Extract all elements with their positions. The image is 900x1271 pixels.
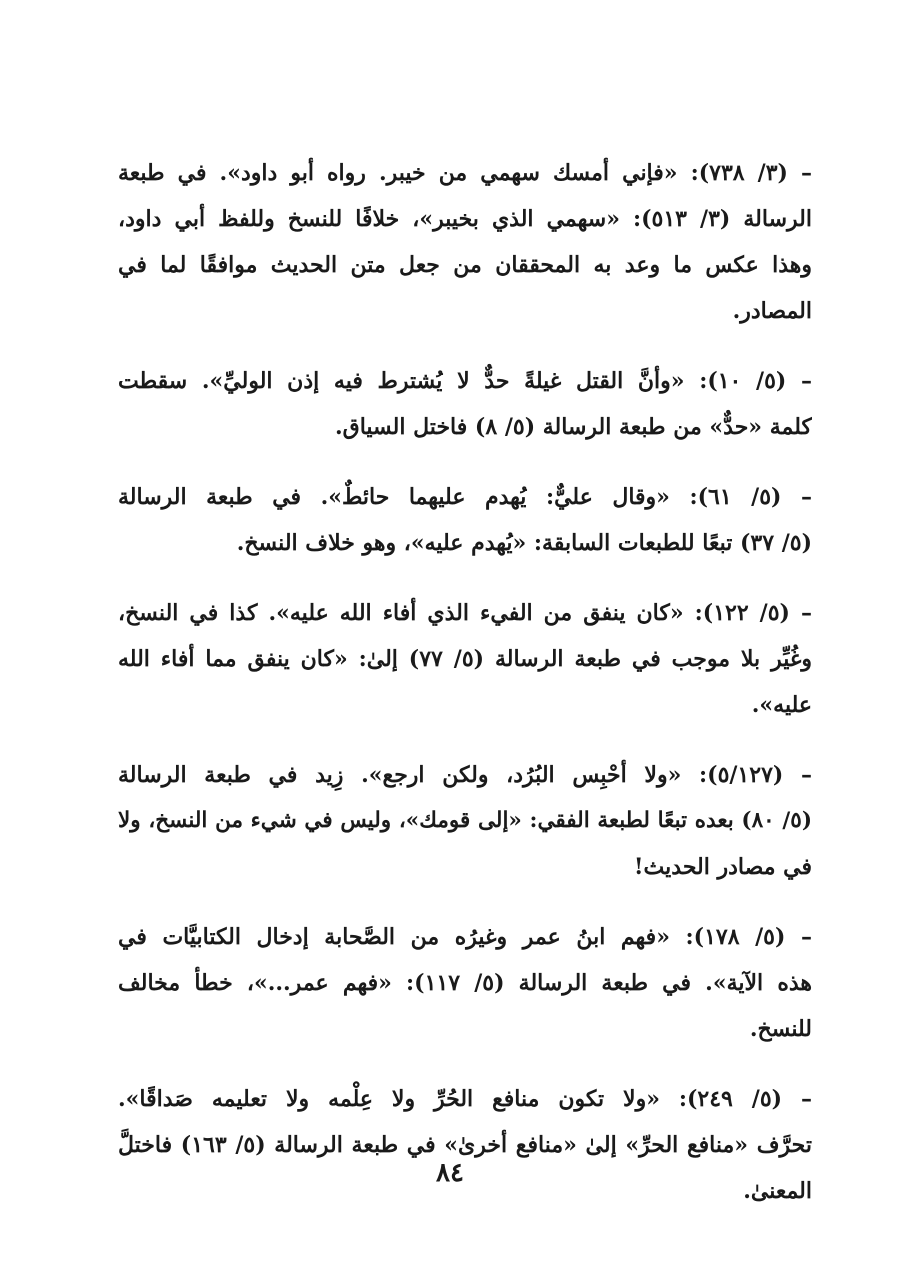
entry-line: – (٥/ ٢٤٩): «ولا تكون منافع الحُرِّ ولا عِلْمه ولا تعليمه صَداقًا». bbox=[118, 1086, 812, 1112]
entry-7 bbox=[118, 1076, 812, 1214]
entry-line: – (٥/ ٦١): «وقال عليٌّ: يُهدم عليهما حائطٌ». في طبعة الرسالة bbox=[118, 484, 812, 510]
entry-line: – (٥/ ١٢٢): «كان ينفق من الفيء الذي أفاء الله عليه». كذا في النسخ، bbox=[118, 600, 812, 626]
entry-line: عليه». bbox=[751, 692, 812, 718]
entry-6 bbox=[118, 914, 812, 1052]
entry-line: (٥/ ٣٧) تبعًا للطبعات السابقة: «يُهدم عليه»، وهو خلاف النسخ. bbox=[236, 530, 812, 556]
entry-line: (٥/ ٨٠) بعده تبعًا لطبعة الفقي: «إلى قومك»، وليس في شيء من النسخ، ولا bbox=[118, 808, 812, 833]
entry-line: – (٥/١٢٧): «ولا أحْبِس البُرُد، ولكن ارجع». زِيد في طبعة الرسالة bbox=[118, 762, 812, 788]
entry-3 bbox=[118, 474, 812, 566]
entry-line: وغُيِّر بلا موجب في طبعة الرسالة (٥/ ٧٧) إلىٰ: «كان ينفق مما أفاء الله bbox=[118, 646, 812, 672]
entry-line: الرسالة (٣/ ٥١٣): «سهمي الذي بخيبر»، خلافًا للنسخ وللفظ أبي داود، bbox=[118, 206, 812, 232]
entry-line: – (٥/ ١٠): «وأنَّ القتل غيلةً حدٌّ لا يُشترط فيه إذن الوليِّ». سقطت bbox=[118, 368, 812, 394]
entry-line: كلمة «حدٌّ» من طبعة الرسالة (٥/ ٨) فاختل السياق. bbox=[334, 414, 812, 440]
entry-4 bbox=[118, 590, 812, 728]
entry-line: المعنىٰ. bbox=[743, 1178, 812, 1204]
entry-line: – (٣/ ٧٣٨): «فإني أمسك سهمي من خيبر. رواه أبو داود». في طبعة bbox=[118, 160, 812, 186]
entry-line: هذه الآية». في طبعة الرسالة (٥/ ١١٧): «فهم عمر...»، خطأ مخالف bbox=[118, 970, 812, 996]
entry-line: وهذا عكس ما وعد به المحققان من جعل متن الحديث موافقًا لما في bbox=[118, 252, 812, 278]
entry-2 bbox=[118, 358, 812, 450]
page-body bbox=[118, 150, 812, 1238]
entry-line: في مصادر الحديث! bbox=[633, 854, 812, 880]
entry-1 bbox=[118, 150, 812, 334]
entry-line: تحرَّف «منافع الحرِّ» إلىٰ «منافع أخرىٰ» في طبعة الرسالة (٥/ ١٦٣) فاختلَّ bbox=[118, 1132, 812, 1158]
page-number: ٨٤ bbox=[436, 1158, 464, 1188]
entry-5 bbox=[118, 752, 812, 890]
entry-line: – (٥/ ١٧٨): «فهم ابنُ عمر وغيرُه من الصَّحابة إدخال الكتابيَّات في bbox=[118, 924, 812, 950]
entry-line: المصادر. bbox=[732, 298, 812, 324]
entry-line: للنسخ. bbox=[749, 1016, 812, 1042]
